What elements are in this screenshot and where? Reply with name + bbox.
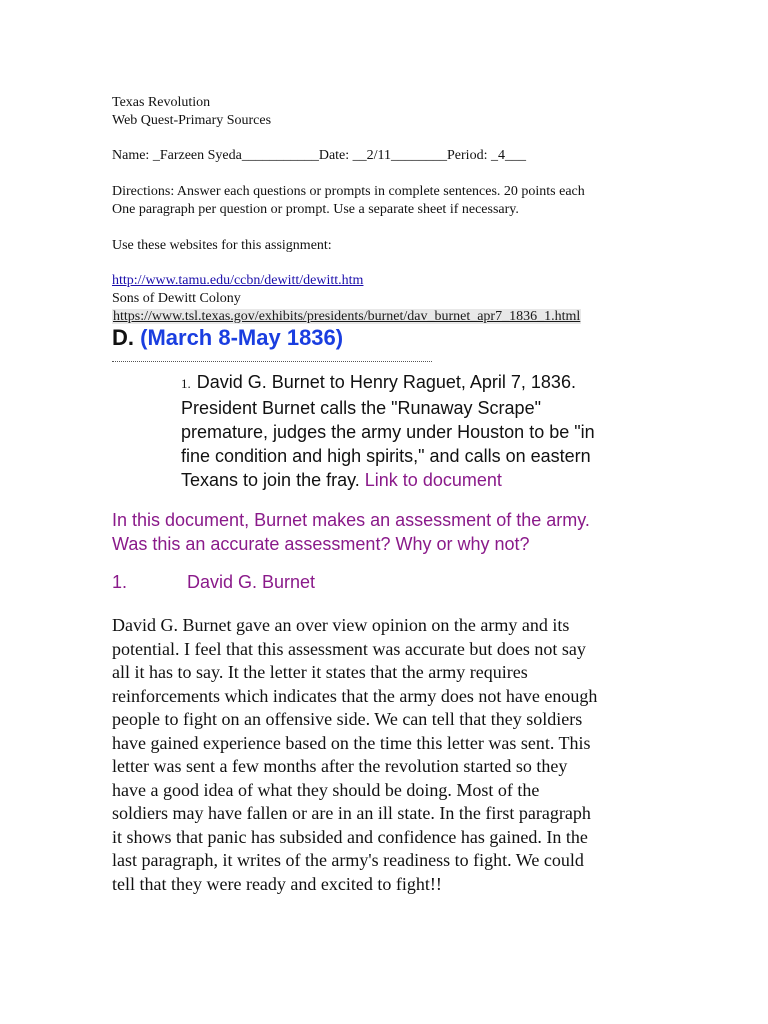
answer-line: have gained experience based on the time this letter was sent. This <box>112 732 591 753</box>
answer-paragraph <box>112 614 672 896</box>
document-item <box>181 370 661 492</box>
answer-line: soldiers may have fallen or are in an ill state. In the first paragraph <box>112 803 591 823</box>
item-line-5: Texans to join the fray. <box>181 470 360 490</box>
answer-line: tell that they were ready and excited to fight!! <box>112 873 442 894</box>
websites-intro: Use these websites for this assignment: <box>112 238 332 253</box>
question-line-2: Was this an accurate assessment? Why or why not? <box>112 534 530 554</box>
student-info-line: Name: _Farzeen Syeda___________Date: __2/11________Period: _4___ <box>112 148 526 163</box>
answer-line: have a good idea of what they should be doing. Most of the <box>112 779 540 800</box>
section-heading <box>112 324 343 352</box>
answer-line: reinforcements which indicates that the army does not have enough <box>112 685 598 706</box>
site-name: Sons of Dewitt Colony <box>112 291 241 306</box>
answer-number: 1. <box>112 572 128 592</box>
answer-subject: David G. Burnet <box>187 572 316 592</box>
answer-line: people to fight on an offensive side. We can tell that they soldiers <box>112 709 583 729</box>
answer-line: all it has to say. It the letter it states that the army requires <box>112 662 528 682</box>
item-line-4: fine condition and high spirits," and calls on eastern <box>181 446 591 466</box>
answer-line: it shows that panic has subsided and confidence has gained. In the <box>112 826 588 847</box>
answer-line: letter was sent a few months after the revolution started so they <box>112 756 568 776</box>
document-title: Texas Revolution <box>112 95 211 110</box>
directions-line-2: One paragraph per question or prompt. Use a separate sheet if necessary. <box>112 202 519 217</box>
dotted-divider <box>112 361 432 362</box>
answer-line: last paragraph, it writes of the army's readiness to fight. We could <box>112 850 584 870</box>
item-number: 1. <box>181 376 191 391</box>
dewitt-link[interactable]: http://www.tamu.edu/ccbn/dewitt/dewitt.htm <box>112 273 364 288</box>
answer-line: potential. I feel that this assessment was accurate but does not say <box>112 638 586 659</box>
section-date-range: (March 8-May 1836) <box>140 325 344 350</box>
question-line-1: In this document, Burnet makes an assessment of the army. <box>112 510 590 530</box>
item-line-1: David G. Burnet to Henry Raguet, April 7, 1836. <box>196 372 576 392</box>
link-to-document[interactable]: Link to document <box>364 470 502 490</box>
directions-line-1: Directions: Answer each questions or prompts in complete sentences. 20 points each <box>112 184 585 199</box>
document-subtitle: Web Quest-Primary Sources <box>112 113 272 128</box>
section-letter: D. <box>112 325 134 350</box>
burnet-letter-link[interactable]: https://www.tsl.texas.gov/exhibits/presidents/burnet/dav_burnet_apr7_1836_1.html <box>113 309 581 324</box>
answer-heading <box>112 570 316 594</box>
answer-line: David G. Burnet gave an over view opinion on the army and its <box>112 615 570 635</box>
item-line-2: President Burnet calls the "Runaway Scrape" <box>181 398 541 418</box>
item-line-3: premature, judges the army under Houston to be "in <box>181 422 595 442</box>
